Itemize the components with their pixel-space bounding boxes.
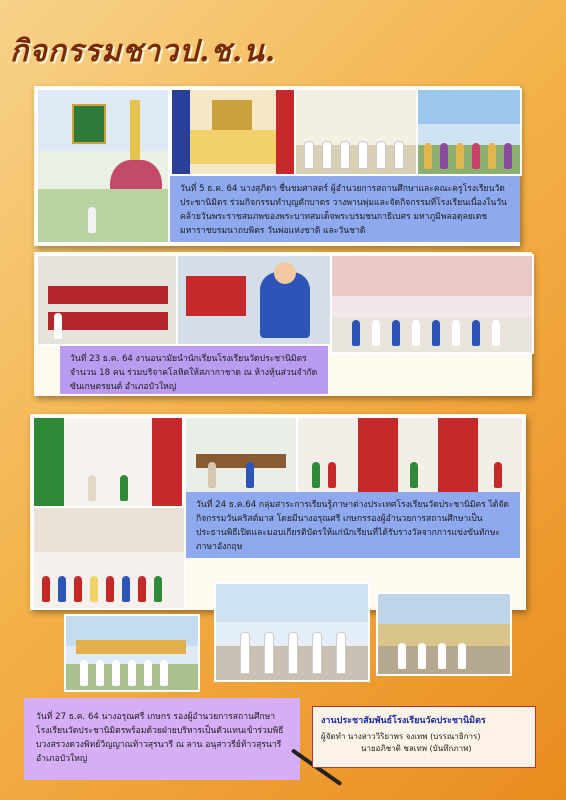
credit-editor: ผู้จัดทำ นางสาววิริยาพร จงเทพ (บรรณาธิการ): [321, 732, 481, 741]
caption-dec23: วันที่ 23 ธ.ค. 64 งานอนามัยนำนักเรียนโรงเรียนวัดประชานิมิตร จำนวน 18 คน ร่วมบริจาคโลหิตให้สภากาชาด ณ ห้างหุ้นส่วนจำกัดซันเกษตรยนต์ อำเภอบัวใหญ่: [60, 346, 328, 394]
photo-shrine-school: [36, 88, 170, 244]
page-title: กิจกรรมชาวป.ช.น.: [10, 34, 277, 69]
photo-christmas-stage: [296, 416, 524, 494]
caption-dec24: วันที่ 24 ธ.ค.64 กลุ่มสาระการเรียนรู้ภาษาต่างประเทศโรงเรียนวัดประชานิมิตร ได้จัดกิจกรรมวันคริสต์มาส โดยมีนางอรุณศรี เกษกรรองผู้อำนวยการสถานศึกษาเป็นประธานพิธีเปิดและมอบเกียรติบัตรให้แก่นักเรียนที่ได้รับรางวัลจากการแข่งขันทักษะภาษาอังกฤษ: [186, 492, 520, 558]
credit-photographer: นายอภิชาติ ชลเทพ (บันทึกภาพ): [361, 744, 472, 753]
photo-royal-altar: [170, 88, 296, 176]
caption-dec27: วันที่ 27 ธ.ค. 64 นางอรุณศรี เกษกร รองผู้อำนวยการสถานศึกษาโรงเรียนวัดประชานิมิตรพร้อมด้วยฝ่ายบริหารเป็นตัวแทนเข้าร่วมพิธีบวงสรวงดวงพิทย์วิญญาณท้าวสุรนารี ณ ลาน อนุสาวรีย์ท้าวสุรนารี อำเภอบัวใหญ่: [24, 698, 300, 780]
photo-donors-group: [330, 254, 534, 354]
photo-blood-donation-beds: [36, 254, 178, 346]
photo-officials-line: [294, 88, 418, 176]
credit-heading: งานประชาสัมพันธ์โรงเรียนวัดประชานิมิตร: [321, 716, 486, 726]
photo-officials-monument: [214, 582, 370, 682]
photo-christmas-award: [32, 416, 184, 508]
credit-box: [312, 706, 536, 768]
photo-christmas-group: [32, 506, 186, 610]
photo-ceremony-crowd: [64, 614, 200, 692]
photo-christmas-registration: [184, 416, 298, 494]
caption-dec5: วันที่ 5 ธ.ค. 64 นางสุภิดา ชื่นชมศาสตร์ ผู้อำนวยการสถานศึกษาและคณะครูโรงเรียนวัดประชานิมิตร ร่วมกิจกรรมทำบุญตักบาตร วางพานพุ่มและจัดกิจกรรมที่โรงเรียนเนื่องในวันคล้ายวันพระราชสมภพของพระบาทสมเด็จพระบรมชนกาธิเบศร มหาภูมิพลอดุลยเดชมหาราชบรมนาถบพิตร วันพ่อแห่งชาติ และวันชาติ: [170, 176, 520, 242]
photo-teachers-group: [416, 88, 522, 176]
photo-offering-tables: [376, 592, 512, 676]
photo-blood-donation-student: [176, 254, 332, 346]
